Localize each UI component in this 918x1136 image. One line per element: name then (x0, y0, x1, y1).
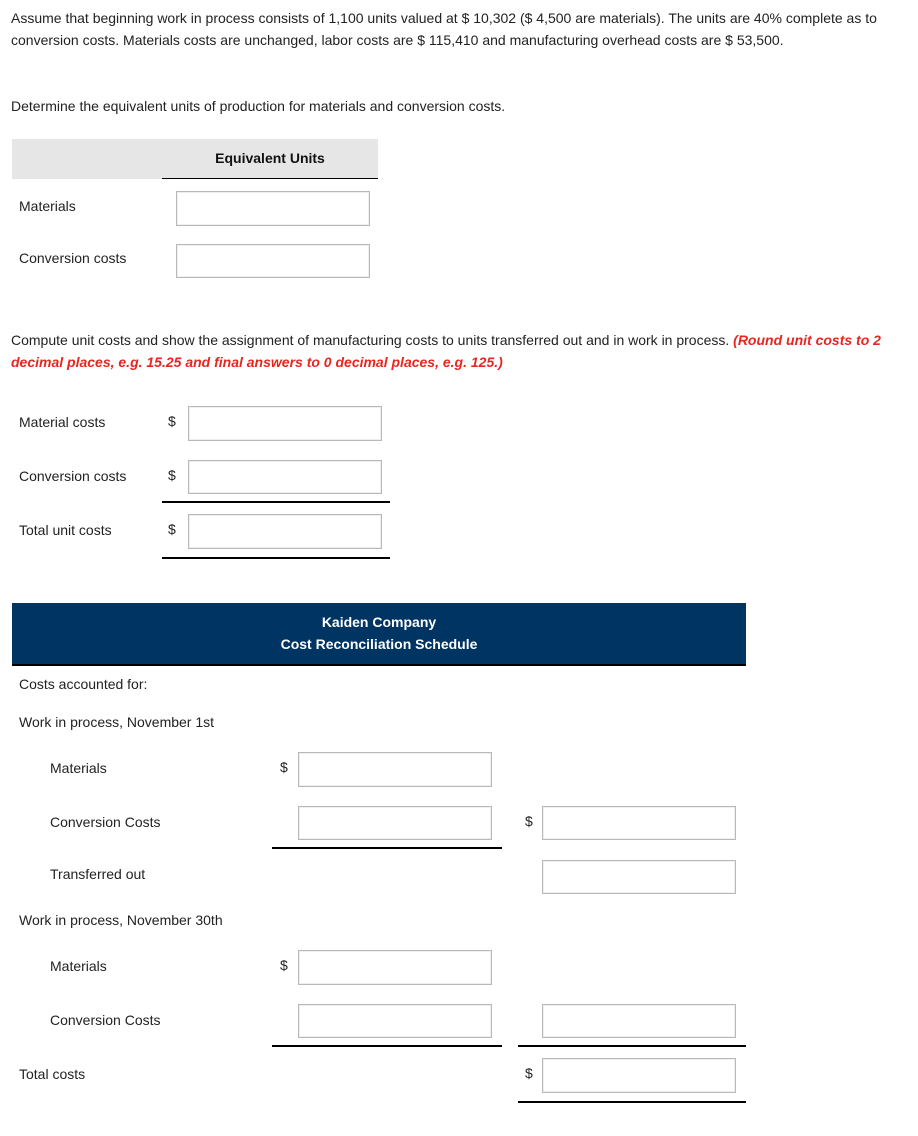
wip-start-materials-label: Materials (50, 760, 107, 776)
eq-conversion-input[interactable] (176, 244, 370, 278)
total-line (162, 557, 390, 559)
wip-start-subtotal-line (272, 847, 502, 849)
question-equivalent-units: Determine the equivalent units of production for materials and conversion costs. (11, 98, 506, 114)
costs-accounted-for-label: Costs accounted for: (19, 676, 148, 692)
wip-end-total-input[interactable] (542, 1004, 736, 1038)
transferred-out-label: Transferred out (50, 866, 146, 882)
wip-start-total-input[interactable] (542, 806, 736, 840)
total-unit-costs-input[interactable] (188, 514, 382, 549)
wip-end-conversion-label: Conversion Costs (50, 1012, 161, 1028)
total-costs-line (518, 1101, 746, 1103)
total-unit-costs-currency: $ (168, 521, 176, 537)
total-costs-label: Total costs (19, 1066, 86, 1082)
header-underline (162, 178, 378, 179)
schedule-header-underline (12, 664, 746, 666)
equivalent-units-title: Equivalent Units (215, 150, 325, 166)
conversion-costs-label: Conversion costs (19, 468, 127, 484)
equivalent-units-header (12, 139, 378, 179)
wip-end-label: Work in process, November 30th (19, 912, 223, 928)
wip-start-label: Work in process, November 1st (19, 714, 215, 730)
total-costs-currency: $ (525, 1065, 533, 1081)
material-costs-input[interactable] (188, 406, 382, 441)
company-name: Kaiden Company (321, 614, 437, 630)
wip-start-materials-input[interactable] (298, 752, 492, 787)
wip-end-materials-currency: $ (280, 957, 288, 973)
conversion-costs-input[interactable] (188, 460, 382, 494)
subtotal-line (162, 501, 390, 503)
conversion-costs-currency: $ (168, 467, 176, 483)
wip-start-conversion-input[interactable] (298, 806, 492, 840)
unit-costs-instruction (11, 329, 906, 373)
wip-end-subtotal-line (272, 1045, 502, 1047)
instruction-text: Compute unit costs and show the assignment of manufacturing costs to units transferred out and in work in process. (11, 332, 730, 348)
wip-end-materials-label: Materials (50, 958, 107, 974)
material-costs-label: Material costs (19, 414, 106, 430)
total-costs-input[interactable] (542, 1058, 736, 1093)
eq-conversion-label: Conversion costs (19, 250, 127, 266)
wip-end-materials-input[interactable] (298, 950, 492, 985)
wip-end-total-line (518, 1045, 746, 1047)
transferred-out-input[interactable] (542, 860, 736, 894)
problem-statement: Assume that beginning work in process consists of 1,100 units valued at $ 10,302 ($ 4,500 are materials). The units are 40% complete as to conversion costs. Materials costs are unchanged, labor costs are $ 115,410 and manufacturing overhead costs are $ 53,500. (11, 10, 877, 48)
schedule-header (12, 603, 746, 664)
wip-start-materials-currency: $ (280, 759, 288, 775)
wip-start-total-currency: $ (525, 813, 533, 829)
total-unit-costs-label: Total unit costs (19, 522, 112, 538)
wip-start-conversion-label: Conversion Costs (50, 814, 161, 830)
wip-end-conversion-input[interactable] (298, 1004, 492, 1038)
eq-materials-input[interactable] (176, 191, 370, 226)
material-costs-currency: $ (168, 413, 176, 429)
rounding-note: (Round unit costs to 2 decimal places, e.g. 15.25 and final answers to 0 decimal places, e.g. 125.) (11, 332, 881, 370)
eq-materials-label: Materials (19, 198, 76, 214)
schedule-title: Cost Reconciliation Schedule (280, 636, 478, 652)
